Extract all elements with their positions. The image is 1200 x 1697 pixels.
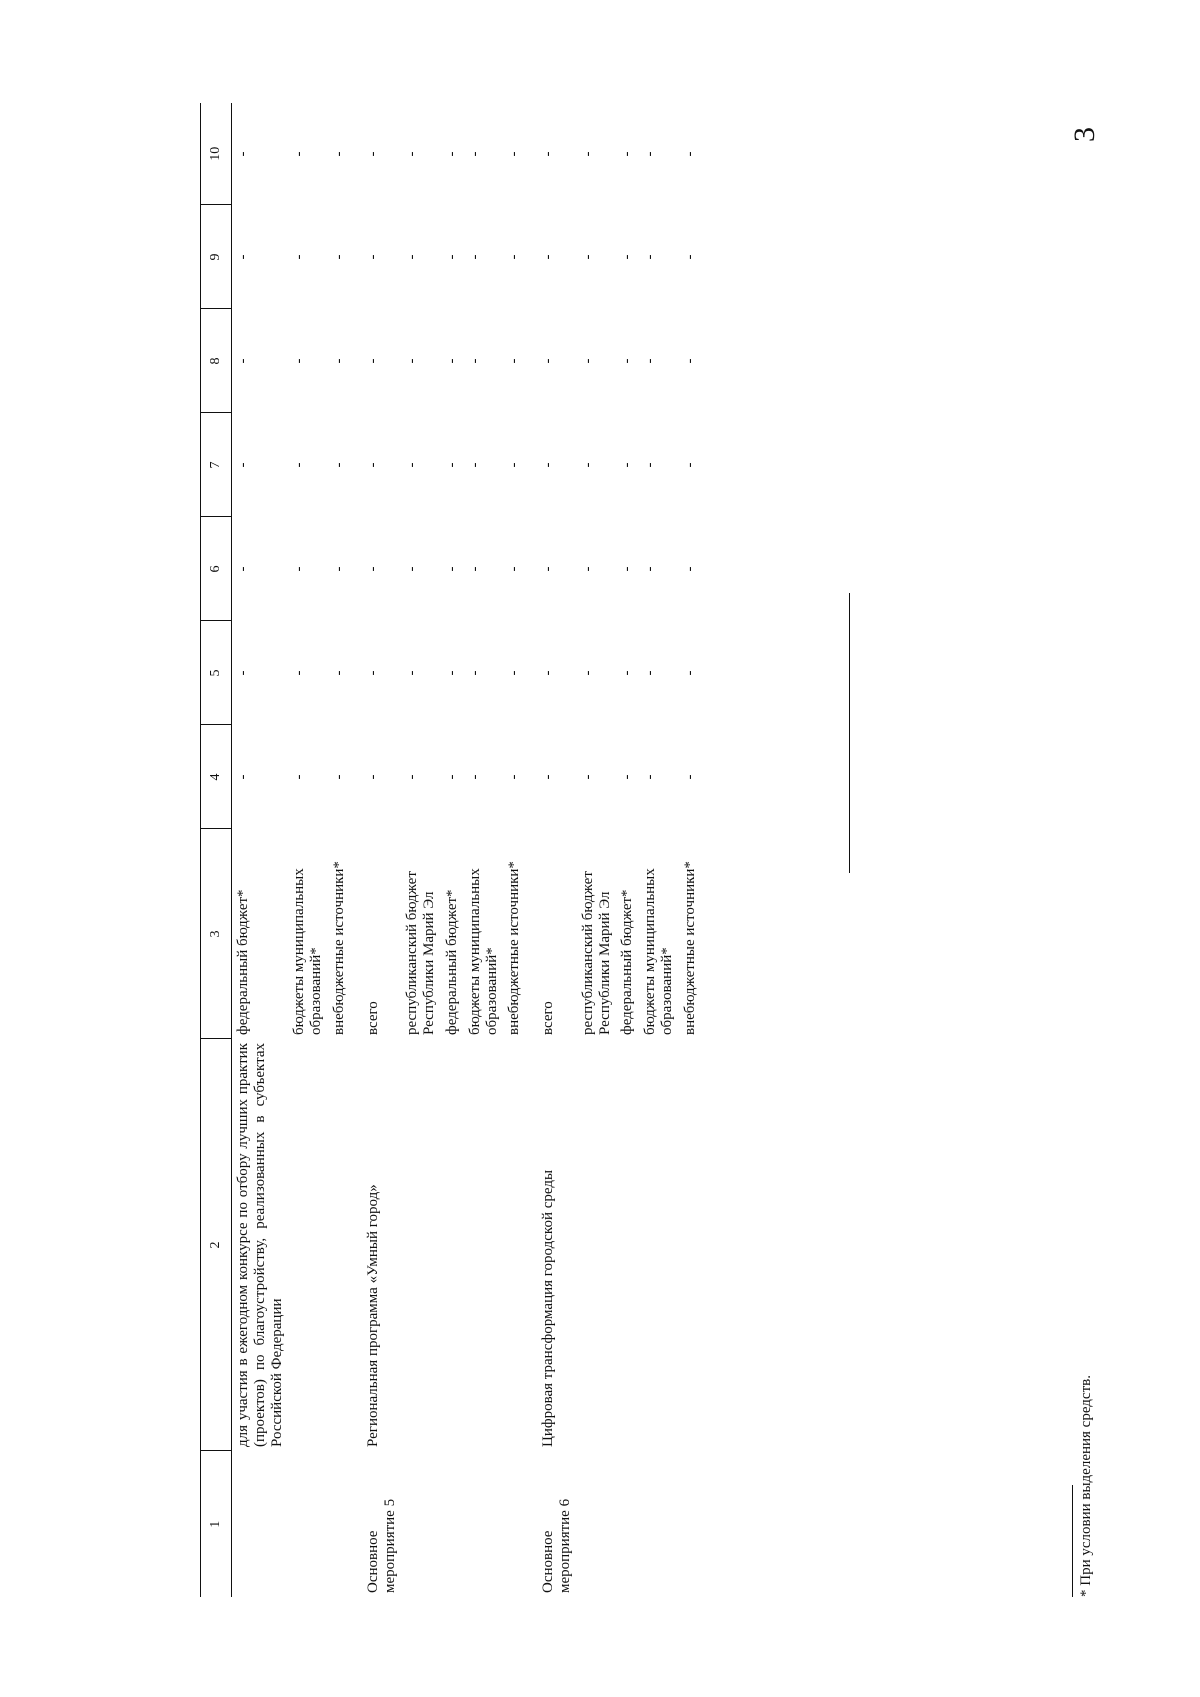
amount-cell: - [291, 774, 308, 780]
amount-cell: - [291, 151, 308, 157]
amount-cell: - [443, 358, 460, 364]
amount-cell: - [466, 358, 483, 364]
amount-cell: - [619, 774, 636, 780]
activity-cell [577, 1451, 617, 1597]
amount-cell: - [642, 566, 659, 572]
amount-cell: - [291, 254, 308, 260]
amount-cell: - [579, 774, 596, 780]
amount-cell: - [235, 254, 251, 260]
amount-cell: - [235, 670, 251, 676]
activity-cell [464, 1451, 504, 1597]
amount-cell: - [619, 462, 636, 468]
amount-cell: - [330, 254, 347, 260]
amount-cell: - [291, 670, 308, 676]
amount-cell: - [642, 254, 659, 260]
amount-cell: - [540, 151, 557, 157]
amount-cell: - [404, 774, 421, 780]
amount-cell: - [506, 774, 523, 780]
amount-cell: - [235, 358, 251, 364]
amount-cell: - [364, 358, 381, 364]
amount-cell: - [364, 151, 381, 157]
program-name-cell [328, 1039, 351, 1451]
activity-cell [503, 1451, 526, 1597]
amount-cell: - [466, 774, 483, 780]
program-name-cell [503, 1039, 526, 1451]
amount-cell: - [235, 774, 251, 780]
amount-cell: - [540, 254, 557, 260]
amount-cell: - [642, 151, 659, 157]
amount-cell: - [291, 462, 308, 468]
amount-cell: - [330, 462, 347, 468]
activity-cell [679, 1451, 702, 1597]
amount-cell: - [404, 151, 421, 157]
column-number: 10 [201, 103, 232, 205]
amount-cell: - [681, 151, 698, 157]
amount-cell: - [364, 566, 381, 572]
amount-cell: - [330, 151, 347, 157]
amount-cell: - [681, 462, 698, 468]
activity-cell [441, 1451, 464, 1597]
amount-cell: - [506, 254, 523, 260]
table-row [441, 103, 464, 1597]
amount-cell: - [330, 774, 347, 780]
activity-cell: Основное мероприятие 6 [540, 1498, 573, 1593]
funding-source-cell: федеральный бюджет* [443, 889, 460, 1035]
activity-cell [616, 1451, 639, 1597]
table-row [577, 103, 617, 1597]
activity-cell [401, 1451, 441, 1597]
amount-cell: - [364, 670, 381, 676]
table-row [464, 103, 504, 1597]
activity-cell: Основное мероприятие 5 [364, 1498, 398, 1593]
footnote-rule [1072, 1485, 1073, 1597]
amount-cell: - [466, 462, 483, 468]
amount-cell: - [404, 358, 421, 364]
program-name-cell: Цифровая трансформация городской среды [540, 1169, 557, 1447]
program-name-cell [577, 1039, 617, 1451]
amount-cell: - [681, 358, 698, 364]
amount-cell: - [642, 774, 659, 780]
amount-cell: - [291, 566, 308, 572]
program-name-cell: Региональная программа «Умный город» [364, 1184, 381, 1447]
amount-cell: - [642, 358, 659, 364]
amount-cell: - [443, 462, 460, 468]
table-row [503, 103, 526, 1597]
amount-cell: - [235, 566, 251, 572]
amount-cell: - [404, 670, 421, 676]
amount-cell: - [506, 358, 523, 364]
column-number: 7 [201, 413, 232, 517]
amount-cell: - [540, 774, 557, 780]
table-row [616, 103, 639, 1597]
amount-cell: - [235, 151, 251, 157]
funding-source-cell: республиканский бюджет Республики Марий Эл [404, 871, 438, 1035]
funding-source-cell: бюджеты муниципальных образований* [642, 868, 675, 1035]
budget-table [200, 103, 702, 1597]
amount-cell: - [364, 462, 381, 468]
amount-cell: - [619, 670, 636, 676]
program-name-cell [464, 1039, 504, 1451]
table-row [351, 103, 402, 1597]
amount-cell: - [364, 774, 381, 780]
funding-source-cell: бюджеты муниципальных образований* [291, 868, 325, 1035]
amount-cell: - [404, 462, 421, 468]
amount-cell: - [579, 462, 596, 468]
column-number: 8 [201, 309, 232, 413]
activity-cell [639, 1451, 679, 1597]
activity-cell [328, 1451, 351, 1597]
amount-cell: - [443, 254, 460, 260]
column-number: 4 [201, 725, 232, 829]
table-row [288, 103, 328, 1597]
amount-cell: - [681, 566, 698, 572]
amount-cell: - [506, 151, 523, 157]
page-number: 3 [1068, 127, 1101, 142]
program-name-cell [401, 1039, 441, 1451]
amount-cell: - [443, 151, 460, 157]
amount-cell: - [681, 670, 698, 676]
program-name-cell [639, 1039, 679, 1451]
funding-source-cell: всего [364, 1001, 381, 1035]
amount-cell: - [443, 566, 460, 572]
amount-cell: - [404, 254, 421, 260]
table-row [639, 103, 679, 1597]
funding-source-cell: бюджеты муниципальных образований* [466, 868, 500, 1035]
amount-cell: - [579, 151, 596, 157]
program-name-cell [616, 1039, 639, 1451]
amount-cell: - [466, 254, 483, 260]
table-row [232, 103, 289, 1597]
column-number: 6 [201, 517, 232, 621]
funding-source-cell: внебюджетные источники* [506, 861, 523, 1035]
funding-source-cell: внебюджетные источники* [681, 861, 698, 1035]
amount-cell: - [466, 670, 483, 676]
amount-cell: - [540, 462, 557, 468]
activity-cell [288, 1451, 328, 1597]
column-number: 2 [201, 1039, 232, 1451]
table-row [526, 103, 577, 1597]
program-name-cell [441, 1039, 464, 1451]
funding-source-cell: республиканский бюджет Республики Марий Эл [579, 871, 613, 1035]
amount-cell: - [681, 254, 698, 260]
amount-cell: - [540, 566, 557, 572]
amount-cell: - [681, 774, 698, 780]
amount-cell: - [443, 670, 460, 676]
amount-cell: - [506, 670, 523, 676]
amount-cell: - [579, 566, 596, 572]
column-number: 9 [201, 205, 232, 309]
amount-cell: - [506, 462, 523, 468]
amount-cell: - [619, 566, 636, 572]
funding-source-cell: всего [540, 1001, 557, 1035]
column-number: 3 [201, 829, 232, 1039]
amount-cell: - [466, 151, 483, 157]
amount-cell: - [540, 670, 557, 676]
amount-cell: - [579, 358, 596, 364]
column-number: 5 [201, 621, 232, 725]
funding-source-cell: федеральный бюджет* [619, 889, 636, 1035]
amount-cell: - [291, 358, 308, 364]
program-name-cell: для участия в ежегодном конкурсе по отбору лучших практик (проектов) по благоустройству, реализованных в субъектах Российской Федерации [235, 1043, 285, 1447]
program-name-cell [288, 1039, 328, 1451]
program-name-cell [679, 1039, 702, 1451]
amount-cell: - [540, 358, 557, 364]
table-row [328, 103, 351, 1597]
amount-cell: - [619, 254, 636, 260]
amount-cell: - [330, 566, 347, 572]
amount-cell: - [443, 774, 460, 780]
amount-cell: - [364, 254, 381, 260]
column-number: 1 [201, 1451, 232, 1597]
amount-cell: - [642, 670, 659, 676]
amount-cell: - [466, 566, 483, 572]
footnote: * При условии выделения средств. [1078, 1375, 1094, 1597]
amount-cell: - [579, 670, 596, 676]
closing-rule [849, 593, 850, 873]
amount-cell: - [235, 462, 251, 468]
amount-cell: - [619, 151, 636, 157]
funding-source-cell: федеральный бюджет* [235, 889, 251, 1035]
table-row [679, 103, 702, 1597]
table-row [401, 103, 441, 1597]
funding-source-cell: внебюджетные источники* [330, 861, 347, 1035]
table-body [232, 103, 702, 1597]
amount-cell: - [579, 254, 596, 260]
column-number-row [201, 103, 232, 1597]
activity-cell [232, 1451, 289, 1597]
amount-cell: - [330, 358, 347, 364]
amount-cell: - [330, 670, 347, 676]
amount-cell: - [642, 462, 659, 468]
amount-cell: - [506, 566, 523, 572]
amount-cell: - [404, 566, 421, 572]
amount-cell: - [619, 358, 636, 364]
